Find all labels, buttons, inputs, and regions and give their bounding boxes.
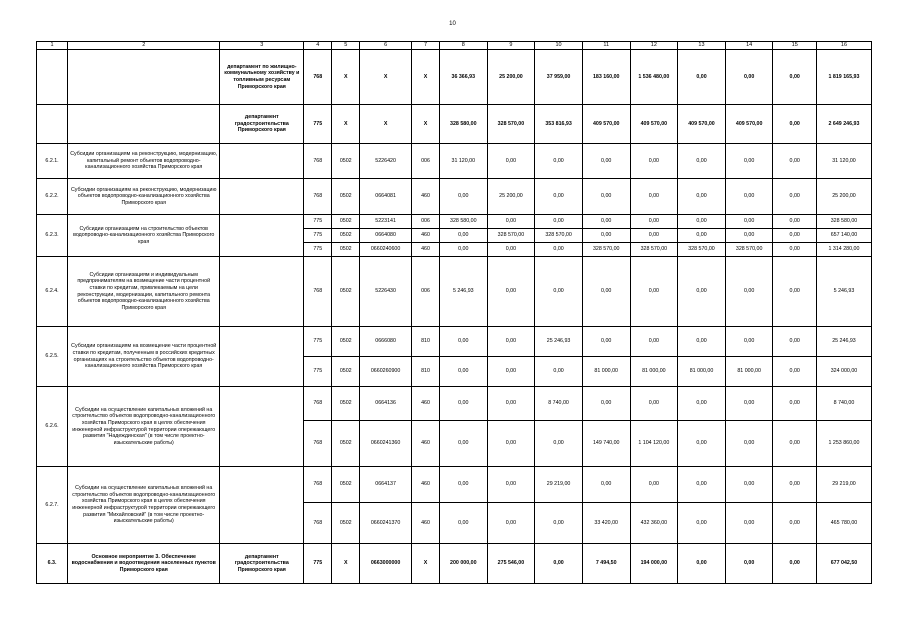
amount-cell: 29 219,00 [535, 467, 583, 503]
amount-cell: 0,00 [439, 467, 487, 503]
code-type: X [412, 50, 440, 105]
code-type: 006 [412, 144, 440, 179]
amount-cell: 328 570,00 [630, 243, 678, 257]
amount-cell: 0,00 [678, 179, 726, 215]
amount-cell: 25 200,00 [487, 50, 535, 105]
table-row [37, 215, 872, 229]
amount-cell: 0,00 [725, 179, 773, 215]
amount-cell: 0,00 [439, 503, 487, 544]
amount-cell: 465 780,00 [816, 503, 871, 544]
code-target: 0660260900 [360, 357, 412, 387]
amount-cell: 25 200,00 [816, 179, 871, 215]
responsible-department [220, 179, 304, 215]
amount-cell: 0,00 [487, 357, 535, 387]
amount-cell: 81 000,00 [678, 357, 726, 387]
item-name: Субсидии организациям на реконструкцию, модернизацию, капитальный ремонт объектов водопроводно-канализационного хозяйства Приморского края [68, 144, 220, 179]
table-row [37, 105, 872, 144]
amount-cell: 0,00 [773, 243, 817, 257]
column-header: 6 [360, 42, 412, 50]
code-target: 5223141 [360, 215, 412, 229]
responsible-department [220, 144, 304, 179]
column-header: 15 [773, 42, 817, 50]
amount-cell: 0,00 [487, 257, 535, 327]
code-admin: 775 [304, 544, 332, 584]
amount-cell: 81 000,00 [582, 357, 630, 387]
amount-cell: 0,00 [487, 387, 535, 421]
amount-cell: 81 000,00 [630, 357, 678, 387]
amount-cell: 328 580,00 [439, 105, 487, 144]
amount-cell: 0,00 [773, 215, 817, 229]
code-type: 460 [412, 503, 440, 544]
amount-cell: 29 219,00 [816, 467, 871, 503]
amount-cell: 0,00 [439, 229, 487, 243]
amount-cell: 31 120,00 [439, 144, 487, 179]
amount-cell: 37 959,00 [535, 50, 583, 105]
amount-cell: 0,00 [773, 503, 817, 544]
amount-cell: 0,00 [725, 421, 773, 467]
amount-cell: 0,00 [487, 243, 535, 257]
code-section: 0502 [332, 243, 360, 257]
amount-cell: 328 570,00 [678, 243, 726, 257]
budget-table [36, 41, 872, 584]
amount-cell: 5 246,93 [816, 257, 871, 327]
amount-cell: 0,00 [773, 50, 817, 105]
code-type: X [412, 105, 440, 144]
amount-cell: 0,00 [630, 179, 678, 215]
item-number: 6.2.1. [37, 144, 68, 179]
column-header: 4 [304, 42, 332, 50]
amount-cell: 0,00 [678, 327, 726, 357]
amount-cell: 0,00 [773, 387, 817, 421]
amount-cell: 0,00 [487, 467, 535, 503]
code-section: 0502 [332, 503, 360, 544]
code-type: X [412, 544, 440, 584]
amount-cell: 275 546,00 [487, 544, 535, 584]
header-row [37, 42, 872, 50]
amount-cell: 0,00 [725, 327, 773, 357]
amount-cell: 0,00 [630, 229, 678, 243]
code-target: 0664081 [360, 179, 412, 215]
code-admin: 775 [304, 215, 332, 229]
column-header: 14 [725, 42, 773, 50]
amount-cell: 0,00 [773, 544, 817, 584]
code-admin: 768 [304, 421, 332, 467]
table-row [37, 144, 872, 179]
amount-cell: 0,00 [630, 144, 678, 179]
amount-cell: 0,00 [725, 215, 773, 229]
code-admin: 768 [304, 144, 332, 179]
amount-cell: 0,00 [439, 421, 487, 467]
amount-cell: 0,00 [773, 357, 817, 387]
amount-cell: 328 570,00 [582, 243, 630, 257]
code-section: 0502 [332, 327, 360, 357]
amount-cell: 1 314 280,00 [816, 243, 871, 257]
amount-cell: 353 816,93 [535, 105, 583, 144]
item-number: 6.2.2. [37, 179, 68, 215]
amount-cell: 0,00 [535, 544, 583, 584]
amount-cell: 0,00 [678, 50, 726, 105]
responsible-department: департамент по жилищно-коммунальному хозяйству и топливным ресурсам Приморского края [220, 50, 304, 105]
code-type: 460 [412, 387, 440, 421]
code-section: 0502 [332, 144, 360, 179]
item-name: Субсидии организациям на возмещение части процентной ставки по кредитам, полученным в российских кредитных организациях на строительство объектов водопроводно-канализационного хозяйства Приморского края [68, 327, 220, 387]
amount-cell: 0,00 [630, 467, 678, 503]
code-type: 460 [412, 243, 440, 257]
amount-cell: 0,00 [725, 257, 773, 327]
amount-cell: 25 200,00 [487, 179, 535, 215]
amount-cell: 0,00 [535, 215, 583, 229]
amount-cell: 0,00 [630, 215, 678, 229]
amount-cell: 328 570,00 [725, 243, 773, 257]
amount-cell: 0,00 [630, 387, 678, 421]
item-number: 6.2.4. [37, 257, 68, 327]
code-target: 0664080 [360, 229, 412, 243]
code-target: 0663000000 [360, 544, 412, 584]
amount-cell: 0,00 [773, 229, 817, 243]
item-name [68, 105, 220, 144]
code-target: 5226430 [360, 257, 412, 327]
responsible-department [220, 467, 304, 544]
amount-cell: 0,00 [678, 215, 726, 229]
amount-cell: 0,00 [535, 179, 583, 215]
code-target: 0664137 [360, 467, 412, 503]
code-admin: 775 [304, 105, 332, 144]
code-section: 0502 [332, 229, 360, 243]
responsible-department [220, 387, 304, 467]
item-name: Субсидии на осуществление капитальных вложений на строительство объектов водопроводно-канализационного хозяйства Приморского края в целях обеспечения инженерной инфраструктурой территории опережающего развития "Михайловский" (в том числе проектно-изыскательские работы) [68, 467, 220, 544]
column-header: 16 [816, 42, 871, 50]
amount-cell: 677 042,50 [816, 544, 871, 584]
item-name [68, 50, 220, 105]
amount-cell: 0,00 [439, 327, 487, 357]
amount-cell: 328 580,00 [439, 215, 487, 229]
code-admin: 775 [304, 357, 332, 387]
column-header: 5 [332, 42, 360, 50]
code-target: X [360, 50, 412, 105]
code-section: 0502 [332, 179, 360, 215]
amount-cell: 33 420,00 [582, 503, 630, 544]
amount-cell: 1 536 480,00 [630, 50, 678, 105]
amount-cell: 0,00 [678, 144, 726, 179]
amount-cell: 0,00 [582, 467, 630, 503]
amount-cell: 409 570,00 [725, 105, 773, 144]
amount-cell: 0,00 [582, 144, 630, 179]
amount-cell: 0,00 [582, 257, 630, 327]
amount-cell: 432 360,00 [630, 503, 678, 544]
code-type: 460 [412, 229, 440, 243]
amount-cell: 0,00 [725, 387, 773, 421]
amount-cell: 194 000,00 [630, 544, 678, 584]
code-section: X [332, 544, 360, 584]
amount-cell: 0,00 [535, 357, 583, 387]
code-admin: 768 [304, 467, 332, 503]
amount-cell: 0,00 [678, 503, 726, 544]
table-row [37, 544, 872, 584]
amount-cell: 7 494,50 [582, 544, 630, 584]
code-admin: 768 [304, 387, 332, 421]
code-admin: 768 [304, 257, 332, 327]
amount-cell: 0,00 [535, 257, 583, 327]
amount-cell: 409 570,00 [582, 105, 630, 144]
item-name: Субсидии организациям на строительство объектов водопроводно-канализационного хозяйства Приморского края [68, 215, 220, 257]
amount-cell: 0,00 [535, 243, 583, 257]
code-target: 0660240600 [360, 243, 412, 257]
code-type: 810 [412, 327, 440, 357]
amount-cell: 0,00 [773, 105, 817, 144]
code-section: 0502 [332, 467, 360, 503]
amount-cell: 0,00 [678, 387, 726, 421]
amount-cell: 0,00 [773, 179, 817, 215]
column-header: 9 [487, 42, 535, 50]
amount-cell: 8 740,00 [535, 387, 583, 421]
amount-cell: 0,00 [678, 467, 726, 503]
code-type: 006 [412, 215, 440, 229]
amount-cell: 0,00 [439, 243, 487, 257]
amount-cell: 0,00 [582, 179, 630, 215]
amount-cell: 0,00 [630, 327, 678, 357]
amount-cell: 657 140,00 [816, 229, 871, 243]
column-header: 13 [678, 42, 726, 50]
code-section: 0502 [332, 421, 360, 467]
amount-cell: 36 366,93 [439, 50, 487, 105]
item-number [37, 50, 68, 105]
item-name: Субсидии организациям и индивидуальным предпринимателям на возмещение части процентной ставки по кредитам, привлекаемым на цели реконструкции, модернизации, капитального ремонта объектов водопроводно-канализационного хозяйства Приморского края [68, 257, 220, 327]
code-target: 0660241360 [360, 421, 412, 467]
amount-cell: 0,00 [678, 544, 726, 584]
amount-cell: 328 570,00 [487, 229, 535, 243]
amount-cell: 0,00 [678, 229, 726, 243]
code-section: 0502 [332, 257, 360, 327]
code-section: 0502 [332, 357, 360, 387]
amount-cell: 0,00 [725, 544, 773, 584]
amount-cell: 328 570,00 [535, 229, 583, 243]
amount-cell: 81 000,00 [725, 357, 773, 387]
amount-cell: 0,00 [487, 503, 535, 544]
amount-cell: 200 000,00 [439, 544, 487, 584]
responsible-department [220, 215, 304, 257]
code-section: X [332, 105, 360, 144]
item-name: Основное мероприятие 3. Обеспечение водоснабжения и водоотведения населенных пунктов Приморского края [68, 544, 220, 584]
amount-cell: 31 120,00 [816, 144, 871, 179]
column-header: 8 [439, 42, 487, 50]
amount-cell: 0,00 [439, 357, 487, 387]
code-type: 810 [412, 357, 440, 387]
amount-cell: 149 740,00 [582, 421, 630, 467]
item-number: 6.3. [37, 544, 68, 584]
code-admin: 768 [304, 179, 332, 215]
code-target: 0666080 [360, 327, 412, 357]
amount-cell: 0,00 [773, 327, 817, 357]
amount-cell: 2 649 246,93 [816, 105, 871, 144]
amount-cell: 5 246,93 [439, 257, 487, 327]
amount-cell: 1 253 860,00 [816, 421, 871, 467]
table-row [37, 50, 872, 105]
responsible-department [220, 327, 304, 387]
amount-cell: 0,00 [582, 215, 630, 229]
column-header: 2 [68, 42, 220, 50]
item-name: Субсидии организациям на реконструкцию, модернизацию объектов водопроводно-канализационного хозяйства Приморского края [68, 179, 220, 215]
page-number: 10 [449, 21, 456, 27]
code-section: 0502 [332, 215, 360, 229]
item-number: 6.2.3. [37, 215, 68, 257]
amount-cell: 328 570,00 [487, 105, 535, 144]
column-header: 1 [37, 42, 68, 50]
responsible-department: департамент градостроительства Приморского края [220, 105, 304, 144]
amount-cell: 409 570,00 [630, 105, 678, 144]
amount-cell: 328 580,00 [816, 215, 871, 229]
amount-cell: 0,00 [439, 179, 487, 215]
column-header: 11 [582, 42, 630, 50]
code-admin: 775 [304, 229, 332, 243]
amount-cell: 0,00 [725, 50, 773, 105]
code-target: 0660241370 [360, 503, 412, 544]
item-number: 6.2.5. [37, 327, 68, 387]
code-admin: 768 [304, 50, 332, 105]
amount-cell: 0,00 [439, 387, 487, 421]
table-row [37, 257, 872, 327]
amount-cell: 0,00 [725, 503, 773, 544]
column-header: 12 [630, 42, 678, 50]
code-type: 460 [412, 179, 440, 215]
amount-cell: 0,00 [487, 144, 535, 179]
amount-cell: 0,00 [630, 257, 678, 327]
item-name: Субсидии на осуществление капитальных вложений на строительство объектов водопроводно-канализационного хозяйства Приморского края в целях обеспечения инженерной инфраструктурой территории опережающего развития "Надеждинская" (в том числе проектно-изыскательские работы) [68, 387, 220, 467]
amount-cell: 0,00 [773, 257, 817, 327]
amount-cell: 0,00 [773, 144, 817, 179]
amount-cell: 0,00 [678, 421, 726, 467]
amount-cell: 0,00 [773, 467, 817, 503]
code-target: 0664136 [360, 387, 412, 421]
amount-cell: 324 000,00 [816, 357, 871, 387]
amount-cell: 0,00 [582, 229, 630, 243]
table-row [37, 387, 872, 421]
amount-cell: 8 740,00 [816, 387, 871, 421]
code-target: 5226420 [360, 144, 412, 179]
code-type: 006 [412, 257, 440, 327]
amount-cell: 0,00 [487, 327, 535, 357]
code-admin: 768 [304, 503, 332, 544]
amount-cell: 25 246,93 [816, 327, 871, 357]
code-type: 460 [412, 467, 440, 503]
amount-cell: 1 104 120,00 [630, 421, 678, 467]
column-header: 7 [412, 42, 440, 50]
amount-cell: 1 819 165,93 [816, 50, 871, 105]
code-admin: 775 [304, 327, 332, 357]
amount-cell: 0,00 [773, 421, 817, 467]
amount-cell: 0,00 [535, 503, 583, 544]
code-target: X [360, 105, 412, 144]
amount-cell: 0,00 [535, 421, 583, 467]
amount-cell: 0,00 [678, 257, 726, 327]
amount-cell: 0,00 [725, 467, 773, 503]
amount-cell: 0,00 [725, 144, 773, 179]
amount-cell: 0,00 [535, 144, 583, 179]
code-section: X [332, 50, 360, 105]
column-header: 3 [220, 42, 304, 50]
amount-cell: 25 246,93 [535, 327, 583, 357]
item-number [37, 105, 68, 144]
table-row [37, 467, 872, 503]
amount-cell: 409 570,00 [678, 105, 726, 144]
amount-cell: 0,00 [487, 421, 535, 467]
amount-cell: 0,00 [582, 387, 630, 421]
code-admin: 775 [304, 243, 332, 257]
amount-cell: 0,00 [487, 215, 535, 229]
amount-cell: 0,00 [725, 229, 773, 243]
responsible-department [220, 257, 304, 327]
amount-cell: 183 160,00 [582, 50, 630, 105]
amount-cell: 0,00 [582, 327, 630, 357]
item-number: 6.2.6. [37, 387, 68, 467]
table-row [37, 327, 872, 357]
item-number: 6.2.7. [37, 467, 68, 544]
code-section: 0502 [332, 387, 360, 421]
column-header: 10 [535, 42, 583, 50]
responsible-department: департамент градостроительства Приморского края [220, 544, 304, 584]
table-row [37, 179, 872, 215]
code-type: 460 [412, 421, 440, 467]
